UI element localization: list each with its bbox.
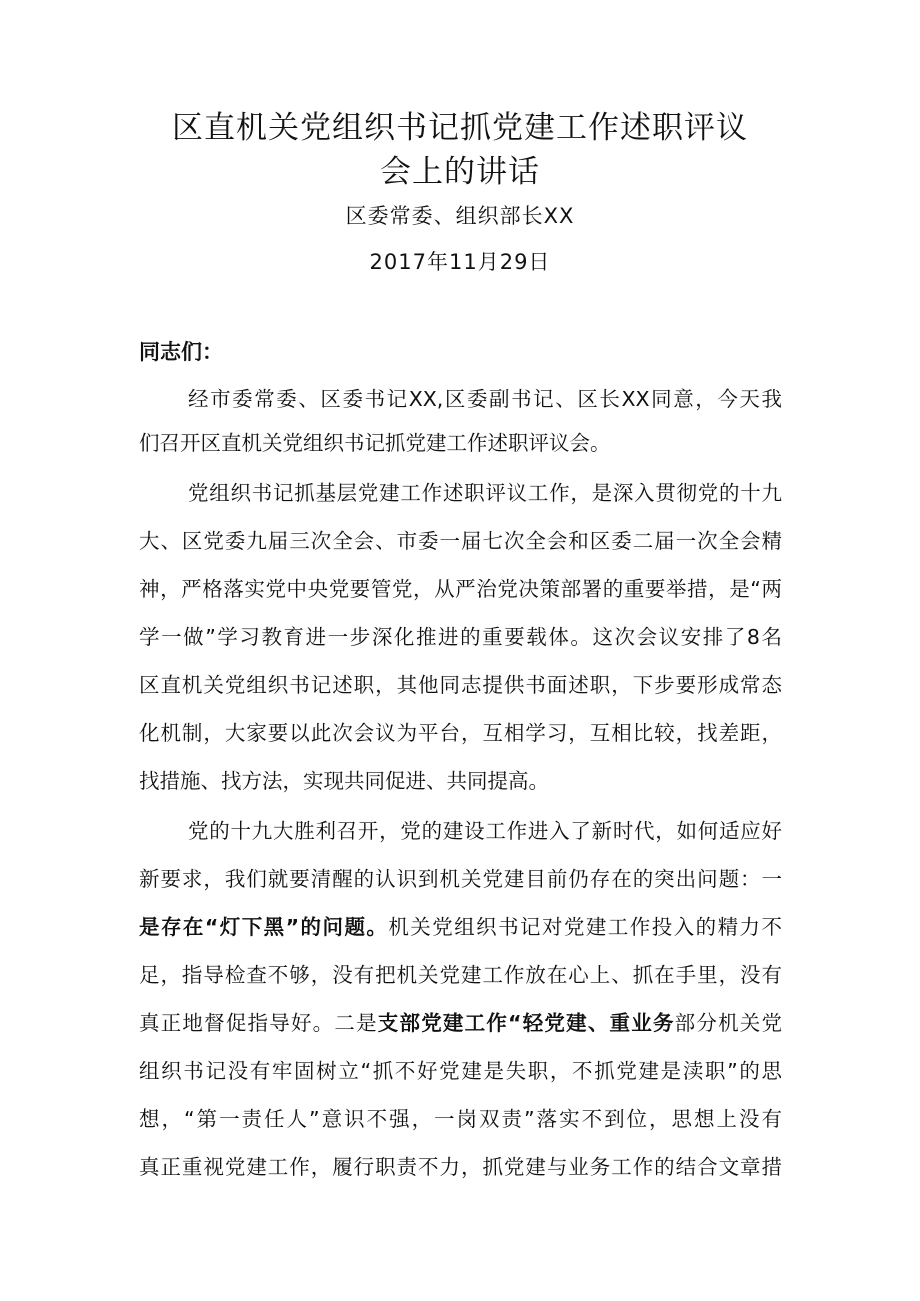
line-text: 真正地督促指导好。二是: [139, 1011, 378, 1035]
paragraph-line: 大、区党委九届三次全会、市委一届七次全会和区委二届一次全会精: [139, 529, 782, 553]
paragraph-line: 新要求，我们就要清醒的认识到机关党建目前仍存在的突出问题：一: [139, 867, 782, 891]
paragraph-line: 神，严格落实党中央党要管党，从严治党决策部署的重要举措，是“两: [139, 577, 782, 601]
paragraph-line: [139, 910, 782, 944]
paragraph-line: 区直机关党组织书记述职，其他同志提供书面述职，下步要形成常态: [139, 673, 782, 697]
bold-phrase: 支部党建工作“轻党建、重业务: [377, 1011, 675, 1035]
paragraph-line: 经市委常委、区委书记XX,区委副书记、区长XX同意，今天我: [188, 387, 782, 411]
line-text: 机关党组织书记对党建工作投入的精力不: [388, 915, 783, 939]
line-text: 部分机关党: [674, 1011, 783, 1035]
paragraph-line: 学一做”学习教育进一步深化推进的重要载体。这次会议安排了8名: [139, 625, 782, 649]
paragraph-line: 党的十九大胜利召开，党的建设工作进入了新时代，如何适应好: [188, 819, 782, 843]
paragraph-line: 真正重视党建工作，履行职责不力，抓党建与业务工作的结合文章措: [139, 1155, 782, 1179]
paragraph-line: 组织书记没有牢固树立“抓不好党建是失职，不抓党建是渎职”的思: [139, 1059, 782, 1083]
paragraph-line: [139, 1006, 782, 1040]
speaker-byline: 区委常委、组织部长XX: [345, 204, 575, 228]
document-title-line-2: 会上的讲话: [380, 154, 540, 190]
document-title-line-1: 区直机关党组织书记抓党建工作述职评议: [172, 110, 748, 146]
bold-phrase: 是存在“灯下黑”的问题。: [139, 915, 389, 939]
paragraph-line: 化机制，大家要以此次会议为平台，互相学习，互相比较，找差距，: [139, 721, 782, 745]
speech-date: 2017年11月29日: [369, 250, 551, 274]
salutation: 同志们：: [139, 340, 223, 364]
paragraph-line: 足，指导检查不够，没有把机关党建工作放在心上、抓在手里，没有: [139, 963, 782, 987]
paragraph-line: 党组织书记抓基层党建工作述职评议工作，是深入贯彻党的十九: [188, 481, 782, 505]
paragraph-line: 想，“第一责任人”意识不强，一岗双责”落实不到位，思想上没有: [139, 1107, 782, 1131]
paragraph-line: 们召开区直机关党组织书记抓党建工作述职评议会。: [139, 431, 611, 455]
paragraph-line: 找措施、找方法，实现共同促进、共同提高。: [139, 769, 549, 793]
